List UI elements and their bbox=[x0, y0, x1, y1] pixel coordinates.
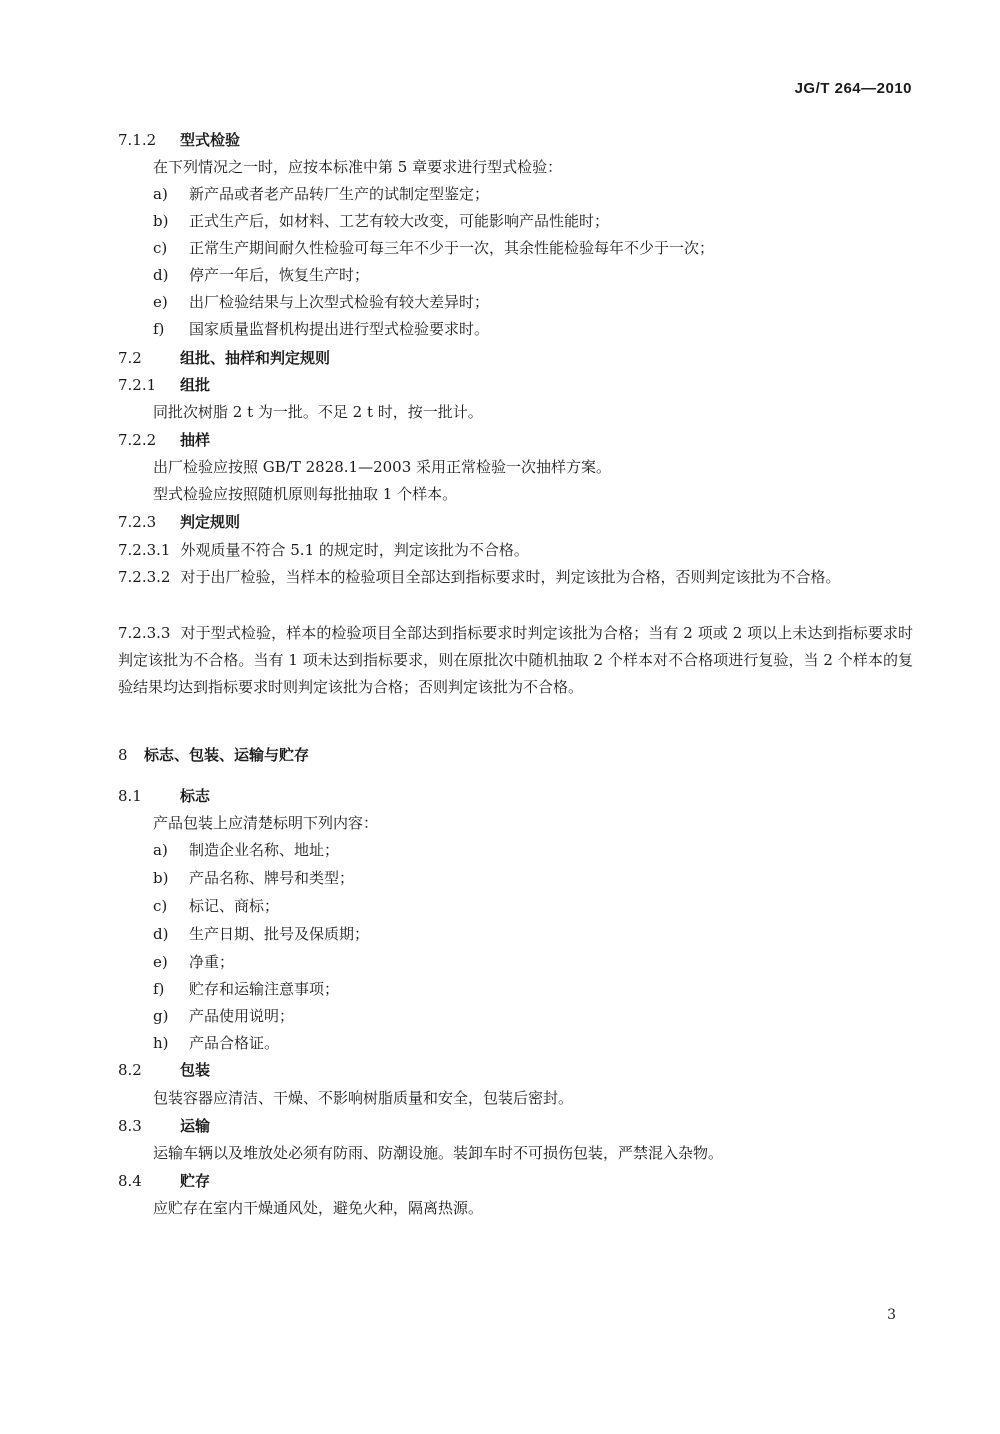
section-title: 型式检验 bbox=[180, 131, 241, 149]
list-text: 贮存和运输注意事项； bbox=[189, 980, 340, 998]
clause-7-2-3-2 bbox=[118, 564, 913, 591]
list-item bbox=[153, 211, 609, 231]
paragraph: 同批次树脂 2 t 为一批。不足 2 t 时，按一批计。 bbox=[153, 403, 483, 421]
section-number: 7.2.2 bbox=[118, 431, 157, 449]
clause-text: 对于型式检验，样本的检验项目全部达到指标要求时判定该批为合格；当有 2 项或 2 项以上未达到指标要求时判定该批为不合格。当有 1 项未达到指标要求，则在原批次中随机抽取 2 个样本对不合格项进行复验，当 2 个样本的复验结果均达到指标要求时则判定该批为合格；否则判定该批为不合格。 bbox=[118, 624, 913, 696]
list-text: 标记、商标； bbox=[189, 897, 280, 915]
list-marker: b) bbox=[153, 212, 169, 230]
list-text: 新产品或者老产品转厂生产的试制定型鉴定； bbox=[189, 185, 490, 203]
list-text: 国家质量监督机构提出进行型式检验要求时。 bbox=[189, 320, 490, 338]
section-number: 8.1 bbox=[118, 787, 142, 805]
section-title: 运输 bbox=[180, 1117, 211, 1135]
list-item bbox=[153, 979, 339, 999]
list-marker: c) bbox=[153, 897, 168, 915]
section-number: 8.3 bbox=[118, 1117, 142, 1135]
clause-7-2-3-3 bbox=[118, 620, 913, 701]
list-item bbox=[153, 896, 279, 916]
clause-text: 对于出厂检验，当样本的检验项目全部达到指标要求时，判定该批为合格，否则判定该批为不合格。 bbox=[180, 568, 841, 586]
list-marker: d) bbox=[153, 925, 169, 943]
list-item bbox=[153, 238, 714, 258]
list-item bbox=[153, 265, 369, 285]
list-marker: c) bbox=[153, 239, 168, 257]
heading-7-2-2 bbox=[118, 430, 210, 450]
list-text: 产品名称、牌号和类型； bbox=[189, 869, 355, 887]
clause-number: 7.2.3.2 bbox=[118, 568, 171, 586]
heading-7-2 bbox=[118, 348, 330, 368]
list-item bbox=[153, 319, 489, 339]
list-marker: a) bbox=[153, 841, 168, 859]
list-marker: g) bbox=[153, 1007, 169, 1025]
section-number: 7.2.1 bbox=[118, 376, 157, 394]
chapter-title: 标志、包装、运输与贮存 bbox=[144, 746, 310, 764]
section-title: 判定规则 bbox=[180, 513, 241, 531]
standard-number: JG/T 264—2010 bbox=[794, 80, 912, 97]
clause-number: 7.2.3.1 bbox=[118, 541, 171, 559]
section-number: 7.2 bbox=[118, 349, 142, 367]
list-text: 正式生产后，如材料、工艺有较大改变，可能影响产品性能时； bbox=[189, 212, 610, 230]
list-text: 停产一年后，恢复生产时； bbox=[189, 266, 370, 284]
page-number: 3 bbox=[887, 1307, 896, 1323]
list-text: 正常生产期间耐久性检验可每三年不少于一次，其余性能检验每年不少于一次； bbox=[189, 239, 715, 257]
section-title: 抽样 bbox=[180, 431, 211, 449]
list-marker: f) bbox=[153, 980, 165, 998]
list-marker: d) bbox=[153, 266, 169, 284]
heading-8-3 bbox=[118, 1116, 210, 1136]
paragraph: 出厂检验应按照 GB/T 2828.1—2003 采用正常检验一次抽样方案。 bbox=[153, 458, 612, 476]
list-marker: a) bbox=[153, 185, 168, 203]
heading-7-2-3 bbox=[118, 512, 240, 532]
section-number: 7.1.2 bbox=[118, 131, 157, 149]
list-item bbox=[153, 1006, 294, 1026]
section-number: 8.2 bbox=[118, 1061, 142, 1079]
chapter-8-heading bbox=[118, 745, 309, 765]
heading-8-2 bbox=[118, 1060, 210, 1080]
paragraph: 包装容器应清洁、干燥、不影响树脂质量和安全，包装后密封。 bbox=[153, 1089, 574, 1107]
section-title: 贮存 bbox=[180, 1172, 211, 1190]
list-text: 产品使用说明； bbox=[189, 1007, 295, 1025]
list-marker: b) bbox=[153, 869, 169, 887]
list-marker: e) bbox=[153, 953, 168, 971]
heading-7-1-2 bbox=[118, 130, 240, 150]
section-number: 7.2.3 bbox=[118, 513, 157, 531]
section-title: 包装 bbox=[180, 1061, 211, 1079]
list-item bbox=[153, 840, 339, 860]
list-text: 出厂检验结果与上次型式检验有较大差异时； bbox=[189, 293, 490, 311]
list-marker: h) bbox=[153, 1034, 169, 1052]
paragraph: 产品包装上应清楚标明下列内容： bbox=[153, 814, 379, 832]
clause-number: 7.2.3.3 bbox=[118, 624, 171, 642]
paragraph: 运输车辆以及堆放处必须有防雨、防潮设施。装卸车时不可损伤包装，严禁混入杂物。 bbox=[153, 1144, 724, 1162]
paragraph: 应贮存在室内干燥通风处，避免火种，隔离热源。 bbox=[153, 1199, 484, 1217]
list-item bbox=[153, 292, 489, 312]
list-item bbox=[153, 1033, 279, 1053]
section-title: 组批、抽样和判定规则 bbox=[180, 349, 331, 367]
list-marker: e) bbox=[153, 293, 168, 311]
list-item bbox=[153, 868, 354, 888]
list-text: 产品合格证。 bbox=[189, 1034, 280, 1052]
list-marker: f) bbox=[153, 320, 165, 338]
list-item bbox=[153, 952, 234, 972]
list-item bbox=[153, 924, 369, 944]
list-text: 制造企业名称、地址； bbox=[189, 841, 340, 859]
paragraph: 在下列情况之一时，应按本标准中第 5 章要求进行型式检验： bbox=[153, 158, 563, 176]
section-title: 组批 bbox=[180, 376, 211, 394]
clause-text: 外观质量不符合 5.1 的规定时，判定该批为不合格。 bbox=[180, 541, 529, 559]
paragraph: 型式检验应按照随机原则每批抽取 1 个样本。 bbox=[153, 485, 458, 503]
chapter-number: 8 bbox=[118, 746, 128, 764]
heading-7-2-1 bbox=[118, 375, 210, 395]
heading-8-4 bbox=[118, 1171, 210, 1191]
list-item bbox=[153, 184, 489, 204]
section-title: 标志 bbox=[180, 787, 211, 805]
section-number: 8.4 bbox=[118, 1172, 142, 1190]
clause-7-2-3-1 bbox=[118, 537, 913, 564]
list-text: 生产日期、批号及保质期； bbox=[189, 925, 370, 943]
heading-8-1 bbox=[118, 786, 210, 806]
list-text: 净重； bbox=[189, 953, 235, 971]
